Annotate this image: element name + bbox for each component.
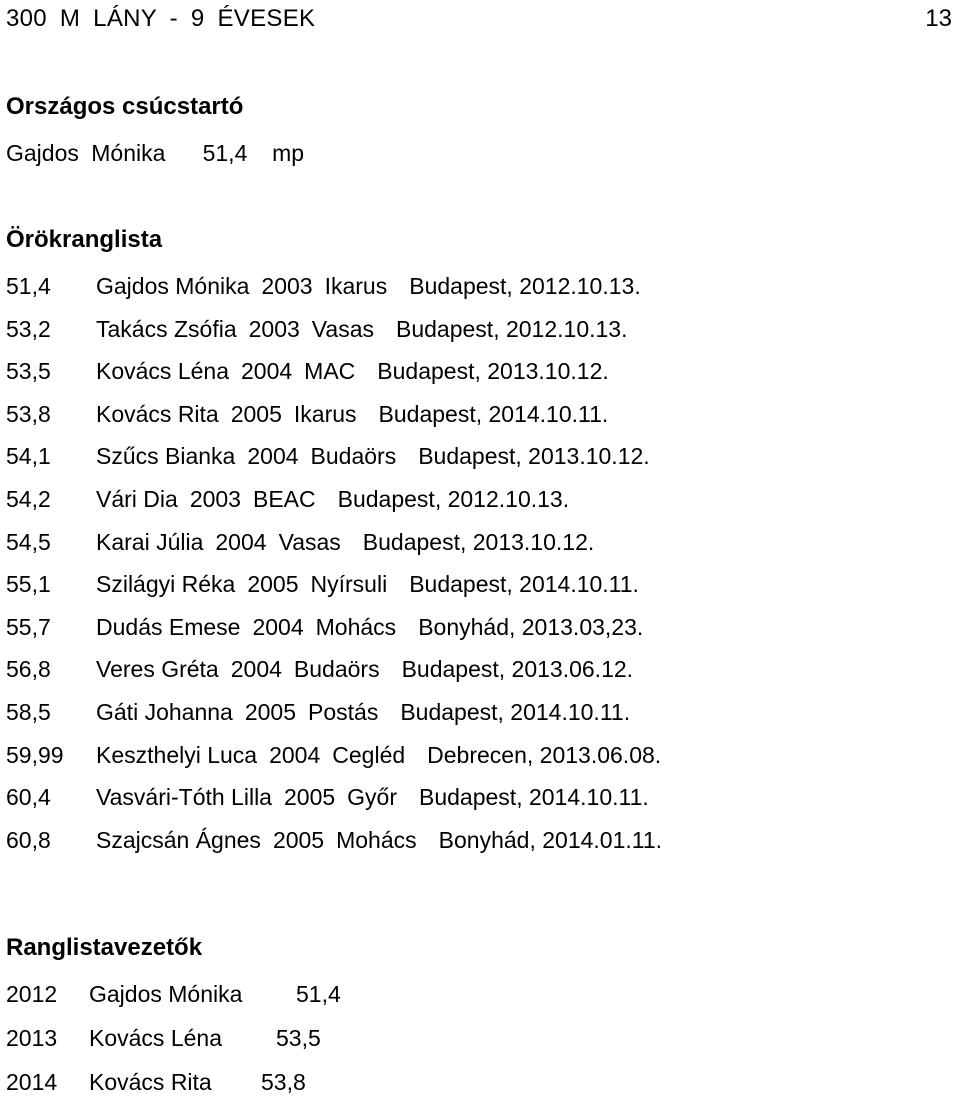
row-place-date: Budapest, 2013.10.12. <box>418 443 650 469</box>
leader-result: 53,8 <box>261 1069 306 1095</box>
row-details <box>96 440 650 472</box>
row-place-date: Budapest, 2012.10.13. <box>396 316 628 342</box>
row-birth-year: 2004 <box>215 529 267 555</box>
row-birth-year: 2005 <box>244 699 296 725</box>
row-club: Budaörs <box>293 656 380 682</box>
row-place-date: Budapest, 2014.10.11. <box>400 699 631 725</box>
record-holder: Gajdos Mónika <box>6 140 166 166</box>
row-details <box>96 611 643 643</box>
row-place-date: Budapest, 2014.10.11. <box>419 784 649 810</box>
row-result: 53,5 <box>6 358 51 384</box>
row-birth-year: 2004 <box>252 614 304 640</box>
row-details <box>96 653 633 685</box>
page-title: 300 M LÁNY - 9 ÉVESEK <box>6 5 316 32</box>
row-club: Győr <box>347 784 397 810</box>
page-header <box>6 2 954 36</box>
national-record-heading: Országos csúcstartó <box>6 93 244 120</box>
row-birth-year: 2003 <box>189 486 241 512</box>
row-result: 55,1 <box>6 571 51 597</box>
leader-name: Kovács Rita <box>89 1069 212 1095</box>
row-details <box>96 696 630 728</box>
row-details <box>96 313 627 345</box>
row-details <box>96 483 569 515</box>
row-club: MAC <box>304 358 356 384</box>
row-result: 54,2 <box>6 486 51 512</box>
row-result: 60,4 <box>6 784 51 810</box>
row-result: 51,4 <box>6 273 51 299</box>
row-athlete-name: Vasvári-Tóth Lilla <box>96 784 272 810</box>
row-club: Budaörs <box>310 443 397 469</box>
leader-year: 2013 <box>6 1025 58 1051</box>
list-leaders-heading: Ranglistavezetők <box>6 934 203 961</box>
row-result: 54,5 <box>6 529 51 555</box>
row-club: Ikarus <box>293 401 357 427</box>
row-details <box>96 781 649 813</box>
row-athlete-name: Vári Dia <box>96 486 178 512</box>
national-record-line <box>6 137 304 169</box>
row-place-date: Bonyhád, 2014.01.11. <box>438 827 663 853</box>
row-athlete-name: Dudás Emese <box>96 614 241 640</box>
row-place-date: Debrecen, 2013.06.08. <box>427 742 662 768</box>
row-details <box>96 568 639 600</box>
row-result: 53,2 <box>6 316 51 342</box>
row-place-date: Bonyhád, 2013.03,23. <box>418 614 644 640</box>
row-details <box>96 270 641 302</box>
row-result: 56,8 <box>6 656 51 682</box>
row-birth-year: 2005 <box>247 571 299 597</box>
row-club: Vasas <box>278 529 341 555</box>
row-club: Mohács <box>315 614 397 640</box>
row-birth-year: 2004 <box>269 742 321 768</box>
row-birth-year: 2005 <box>283 784 336 810</box>
row-athlete-name: Szajcsán Ágnes <box>96 827 261 853</box>
row-place-date: Budapest, 2013.06.12. <box>401 656 634 682</box>
leader-name: Gajdos Mónika <box>89 981 243 1007</box>
row-result: 54,1 <box>6 443 51 469</box>
row-place-date: Budapest, 2014.10.11. <box>378 401 609 427</box>
row-result: 55,7 <box>6 614 51 640</box>
row-birth-year: 2004 <box>240 358 293 384</box>
row-result: 53,8 <box>6 401 51 427</box>
row-athlete-name: Gáti Johanna <box>96 699 233 725</box>
row-club: Nyírsuli <box>310 571 388 597</box>
leader-result: 53,5 <box>276 1025 321 1051</box>
row-details <box>96 398 608 430</box>
row-birth-year: 2004 <box>230 656 282 682</box>
row-athlete-name: Kovács Rita <box>96 401 219 427</box>
row-birth-year: 2003 <box>261 273 313 299</box>
row-club: Postás <box>308 699 379 725</box>
record-result: 51,4 <box>202 140 248 166</box>
row-result: 60,8 <box>6 827 51 853</box>
row-club: Cegléd <box>332 742 406 768</box>
row-athlete-name: Gajdos Mónika <box>96 273 250 299</box>
page-number: 13 <box>925 5 952 32</box>
record-unit: mp <box>272 140 305 166</box>
row-place-date: Budapest, 2013.10.12. <box>377 358 609 384</box>
row-club: Vasas <box>311 316 374 342</box>
row-details <box>96 824 662 856</box>
row-result: 59,99 <box>6 742 64 768</box>
row-place-date: Budapest, 2013.10.12. <box>362 529 595 555</box>
leader-year: 2012 <box>6 981 58 1007</box>
leader-result: 51,4 <box>296 981 341 1007</box>
row-details <box>96 526 594 558</box>
row-details <box>96 355 609 387</box>
row-birth-year: 2004 <box>247 443 299 469</box>
row-birth-year: 2003 <box>248 316 300 342</box>
row-place-date: Budapest, 2014.10.11. <box>409 571 639 597</box>
leader-year: 2014 <box>6 1069 58 1095</box>
all-time-list-heading: Örökranglista <box>6 226 163 253</box>
row-result: 58,5 <box>6 699 51 725</box>
row-place-date: Budapest, 2012.10.13. <box>337 486 570 512</box>
row-athlete-name: Kovács Léna <box>96 358 229 384</box>
row-birth-year: 2005 <box>272 827 325 853</box>
row-club: Mohács <box>336 827 417 853</box>
row-club: Ikarus <box>324 273 388 299</box>
leader-name: Kovács Léna <box>89 1025 222 1051</box>
row-birth-year: 2005 <box>230 401 282 427</box>
row-athlete-name: Karai Júlia <box>96 529 204 555</box>
row-details <box>96 739 661 771</box>
row-athlete-name: Szűcs Bianka <box>96 443 236 469</box>
row-athlete-name: Veres Gréta <box>96 656 219 682</box>
row-athlete-name: Keszthelyi Luca <box>96 742 258 768</box>
row-place-date: Budapest, 2012.10.13. <box>409 273 641 299</box>
row-athlete-name: Takács Zsófia <box>96 316 237 342</box>
row-athlete-name: Szilágyi Réka <box>96 571 236 597</box>
row-club: BEAC <box>252 486 316 512</box>
